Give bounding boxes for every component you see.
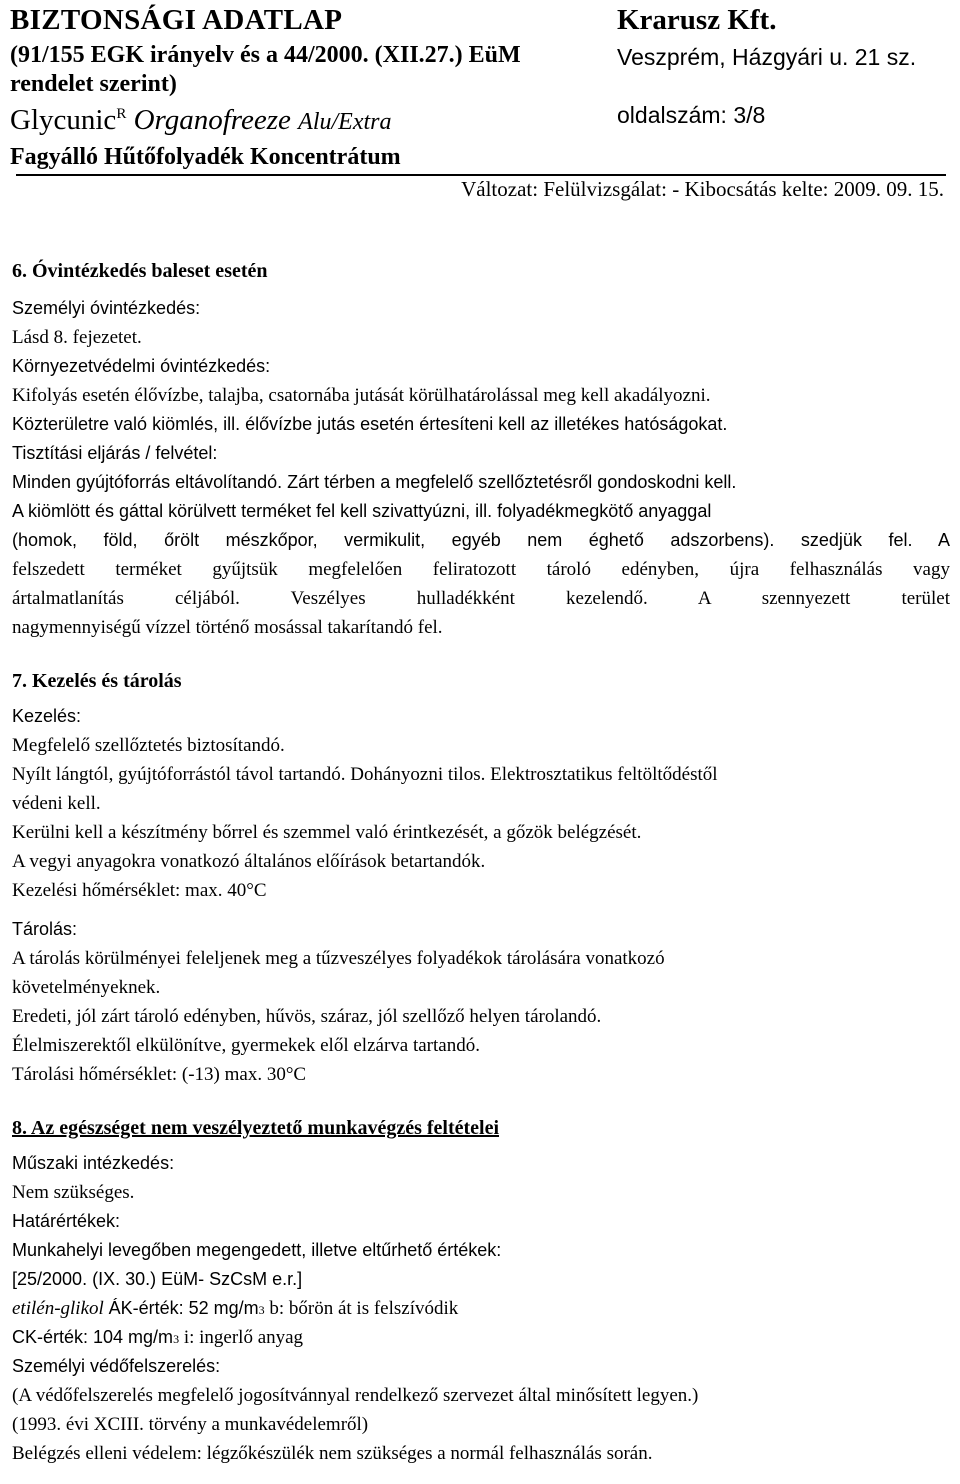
company-address: Veszprém, Házgyári u. 21 sz.: [617, 44, 917, 70]
handling-text-5: A vegyi anyagokra vonatkozó általános előírások betartandók.: [12, 851, 486, 872]
storage-label: Tárolás:: [12, 919, 78, 939]
storage-text-2: követelményeknek.: [12, 977, 161, 998]
section-8-title: [12, 1107, 950, 1149]
cleanup-text-6: nagymennyiségű vízzel történő mosással takarítandó fel.: [12, 617, 443, 638]
limit-values-text-1: Munkahelyi levegőben megengedett, illetve eltűrhető értékek:: [12, 1240, 502, 1260]
cleanup-text-1: Minden gyújtóforrás eltávolítandó. Zárt térben a megfelelő szellőztetésről gondoskodni kell.: [12, 472, 737, 492]
page-number: oldalszám: 3/8: [617, 102, 766, 128]
cleanup-text-4: felszedett terméket gyűjtsük megfelelően feliratozott tároló edényben, újra felhasználás vagy: [12, 559, 950, 580]
technical-measures-text: Nem szükséges.: [12, 1182, 135, 1203]
product-name: [10, 104, 391, 137]
document-title: BIZTONSÁGI ADATLAP: [10, 4, 343, 36]
env-text-1: Kifolyás esetén élővízbe, talajba, csatornába jutását körülhatárolással meg kell akadályozni.: [12, 385, 711, 406]
substance-name: etilén-glikol: [12, 1298, 104, 1319]
ak-note: b: bőrön át is felszívódik: [269, 1298, 459, 1319]
ak-value-line: [12, 1294, 950, 1323]
storage-text-3: Eredeti, jól zárt tároló edényben, hűvös, száraz, jól szellőző helyen tárolandó.: [12, 1006, 602, 1027]
handling-text-2: Nyílt lángtól, gyújtóforrástól távol tartandó. Dohányozni tilos. Elektrosztatikus feltöltődéstől: [12, 764, 718, 785]
cleanup-text-3: (homok, föld, őrölt mészkőpor, vermikulit, egyéb nem éghető adszorbens). szedjük fel. A: [12, 530, 950, 550]
regulation-line-2: rendelet szerint): [10, 71, 177, 97]
product-description: Fagyálló Hűtőfolyadék Koncentrátum: [10, 144, 401, 170]
section-8-title-text: 8. Az egészséget nem veszélyeztető munkavégzés feltételei: [12, 1117, 500, 1139]
handling-temperature: Kezelési hőmérséklet: max. 40°C: [12, 880, 267, 901]
version-info: Változat: Felülvizsgálat: - Kibocsátás kelte: 2009. 09. 15.: [461, 177, 944, 201]
registered-mark: R: [116, 106, 127, 122]
ak-value: ÁK-érték: 52 mg/m: [108, 1298, 259, 1318]
document-body: [12, 250, 950, 1468]
spacer: [12, 1089, 950, 1107]
ak-unit-sub: 3: [258, 1303, 265, 1317]
ppe-label: Személyi védőfelszerelés:: [12, 1356, 221, 1376]
limit-values-text-2: [25/2000. (IX. 30.) EüM- SzCsM e.r.]: [12, 1269, 303, 1289]
cleanup-label: Tisztítási eljárás / felvétel:: [12, 443, 218, 463]
limit-values-label: Határértékek:: [12, 1211, 121, 1231]
ck-unit-sub: 3: [173, 1332, 180, 1346]
ppe-text-2: (1993. évi XCIII. törvény a munkavédelemről): [12, 1414, 369, 1435]
section-7-title: 7. Kezelés és tárolás: [12, 670, 182, 692]
technical-measures-label: Műszaki intézkedés:: [12, 1153, 175, 1173]
personal-precautions-text: Lásd 8. fejezetet.: [12, 327, 142, 348]
regulation-line-1: (91/155 EGK irányelv és a 44/2000. (XII.27.) EüM: [10, 42, 521, 68]
storage-text-1: A tárolás körülményei feleljenek meg a tűzveszélyes folyadékok tárolására vonatkozó: [12, 948, 665, 969]
cleanup-text-2: A kiömlött és gáttal körülvett terméket fel kell szivattyúzni, ill. folyadékmegkötő anyaggal: [12, 501, 712, 521]
ck-value-line: [12, 1323, 950, 1352]
product-variant: Alu/Extra: [298, 109, 392, 135]
storage-text-4: Élelmiszerektől elkülönítve, gyermekek elől elzárva tartandó.: [12, 1035, 480, 1056]
env-text-2: Közterületre való kiömlés, ill. élővízbe jutás esetén értesíteni kell az illetékes hatóságokat.: [12, 414, 728, 434]
ck-note: i: ingerlő anyag: [183, 1327, 304, 1348]
personal-precautions-label: Személyi óvintézkedés:: [12, 298, 201, 318]
spacer: [12, 905, 950, 915]
header-rule: [16, 174, 946, 176]
handling-text-4: Kerülni kell a készítmény bőrrel és szemmel való érintkezését, a gőzök belégzését.: [12, 822, 642, 843]
product-line: Organofreeze: [133, 104, 291, 136]
handling-label: Kezelés:: [12, 706, 82, 726]
handling-text-1: Megfelelő szellőztetés biztosítandó.: [12, 735, 285, 756]
section-6-title: 6. Óvintézkedés baleset esetén: [12, 260, 268, 282]
ppe-text-3: Belégzés elleni védelem: légzőkészülék nem szükséges a normál felhasználás során.: [12, 1443, 653, 1464]
company-name: Krarusz Kft.: [617, 4, 777, 36]
handling-text-3: védeni kell.: [12, 793, 101, 814]
storage-temperature: Tárolási hőmérséklet: (-13) max. 30°C: [12, 1064, 307, 1085]
ppe-text-1: (A védőfelszerelés megfelelő jogosítvánnyal rendelkező szervezet által minősített legyen.): [12, 1385, 699, 1406]
cleanup-text-5: ártalmatlanítás céljából. Veszélyes hulladékként kezelendő. A szennyezett terület: [12, 588, 950, 609]
environmental-precautions-label: Környezetvédelmi óvintézkedés:: [12, 356, 271, 376]
document-header: [10, 0, 950, 201]
spacer: [12, 642, 950, 660]
product-brand: Glycunic: [10, 104, 117, 136]
ck-value: CK-érték: 104 mg/m: [12, 1327, 174, 1347]
